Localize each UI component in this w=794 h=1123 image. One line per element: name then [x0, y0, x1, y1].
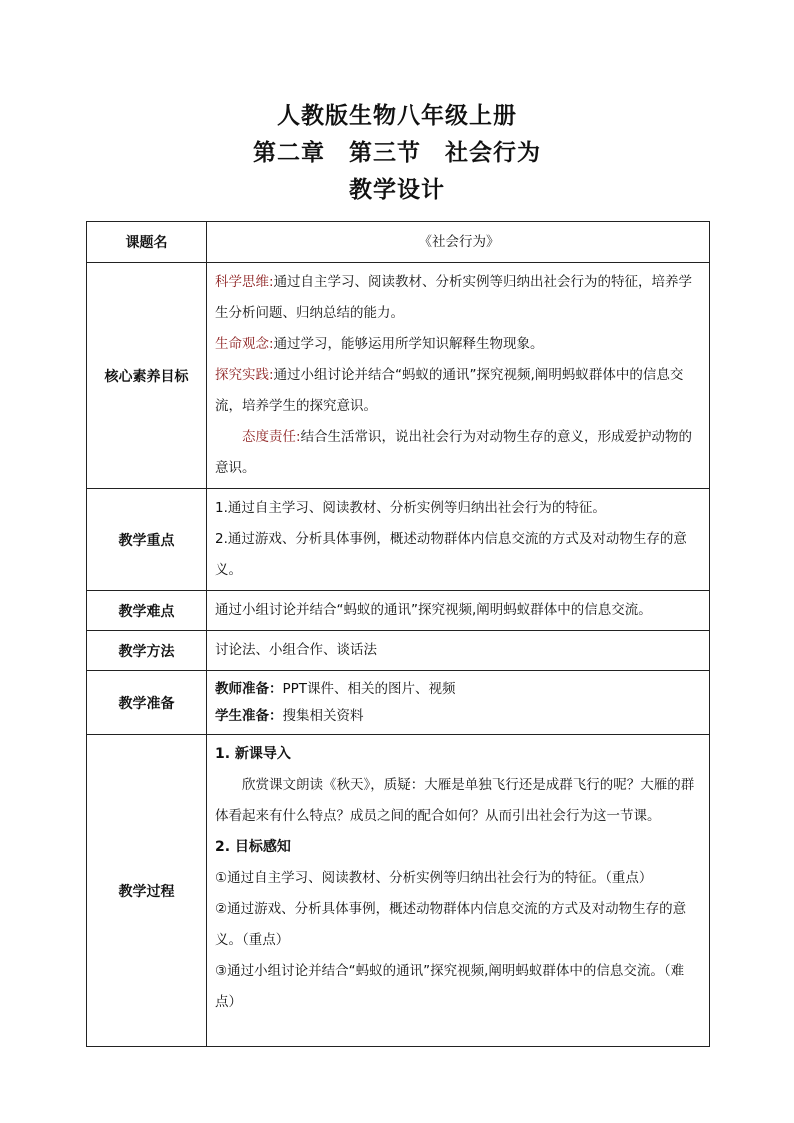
row-prep: [87, 671, 710, 735]
student-prep-value: 搜集相关资料: [282, 707, 364, 724]
lesson-plan-table: [86, 221, 710, 1047]
goal-item: [215, 329, 703, 360]
goal-text: 通过自主学习、阅读教材、分析实例等归纳出社会行为的特征，培养学生分析问题、归纳总结的能力。: [215, 274, 693, 321]
key-point-item: 2.通过游戏、分析具体事例，概述动物群体内信息交流的方式及对动物生存的意义。: [215, 531, 687, 578]
row-method: [87, 631, 710, 671]
goal-text: 通过学习，能够运用所学知识解释生物现象。: [273, 336, 544, 352]
prep-content: [207, 671, 710, 735]
title-line-2: 第二章 第三节 社会行为: [253, 140, 541, 166]
difficult-value: 通过小组讨论并结合“蚂蚁的通讯”探究视频,阐明蚂蚁群体中的信息交流。: [207, 591, 710, 631]
row-topic: [87, 222, 710, 263]
process-goal-item: ②通过游戏、分析具体事例，概述动物群体内信息交流的方式及对动物生存的意义。（重点）: [215, 901, 687, 948]
section-text: 欣赏课文朗读《秋天》，质疑：大雁是单独飞行还是成群飞行的呢？大雁的群体看起来有什么特点？成员之间的配合如何？从而引出社会行为这一节课。: [215, 777, 695, 824]
document-header: [0, 98, 794, 209]
goals-label: 核心素养目标: [87, 263, 207, 489]
key-points-content: [207, 489, 710, 591]
teacher-prep-value: PPT课件、相关的图片、视频: [282, 680, 456, 697]
process-goal-item: ③通过小组讨论并结合“蚂蚁的通讯”探究视频,阐明蚂蚁群体中的信息交流。（难点）: [215, 963, 685, 1010]
teacher-prep: [215, 676, 703, 703]
goal-tag: 态度责任:: [242, 429, 301, 445]
topic-label: 课题名: [87, 222, 207, 263]
topic-value: 《社会行为》: [207, 222, 710, 263]
difficult-label: 教学难点: [87, 591, 207, 631]
row-key-points: [87, 489, 710, 591]
section-title: 2. 目标感知: [215, 839, 291, 855]
key-points-label: 教学重点: [87, 489, 207, 591]
goal-tag: 生命观念:: [215, 336, 274, 352]
goal-tag: 探究实践:: [215, 367, 274, 383]
method-value: 讨论法、小组合作、谈话法: [207, 631, 710, 671]
process-content: [207, 735, 710, 1047]
title-line-3: 教学设计: [349, 177, 445, 203]
goals-content: [207, 263, 710, 489]
student-prep-label: 学生准备：: [215, 707, 283, 724]
row-difficult: [87, 591, 710, 631]
title-line-1: 人教版生物八年级上册: [277, 103, 517, 129]
row-goals: [87, 263, 710, 489]
student-prep: [215, 703, 703, 730]
goal-text: 结合生活常识，说出社会行为对动物生存的意义，形成爱护动物的意识。: [215, 429, 693, 476]
process-label: 教学过程: [87, 735, 207, 1047]
goal-text: 通过小组讨论并结合“蚂蚁的通讯”探究视频,阐明蚂蚁群体中的信息交流，培养学生的探究意识。: [215, 367, 684, 414]
method-label: 教学方法: [87, 631, 207, 671]
goal-item: [215, 360, 703, 422]
process-goal-item: ①通过自主学习、阅读教材、分析实例等归纳出社会行为的特征。（重点）: [215, 870, 653, 886]
teacher-prep-label: 教师准备：: [215, 680, 283, 697]
goal-item: [215, 422, 703, 484]
key-point-item: 1.通过自主学习、阅读教材、分析实例等归纳出社会行为的特征。: [215, 500, 606, 516]
row-process: [87, 735, 710, 1047]
goal-item: [215, 267, 703, 329]
goal-tag: 科学思维:: [215, 274, 274, 290]
section-title: 1. 新课导入: [215, 746, 291, 762]
prep-label: 教学准备: [87, 671, 207, 735]
